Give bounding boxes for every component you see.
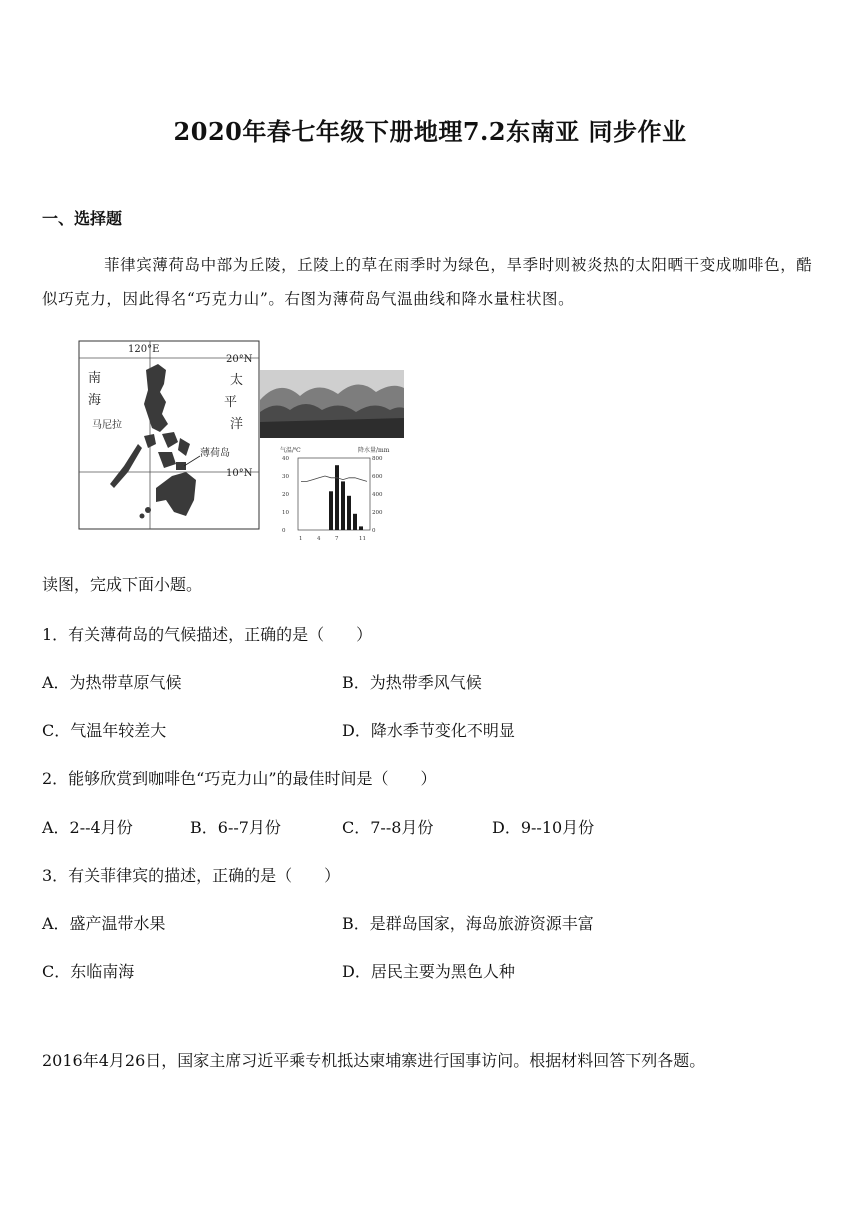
- lat-bottom-label: 10°N: [226, 468, 253, 479]
- bohol-label: 薄荷岛: [200, 448, 230, 459]
- q2-stem: 2．能够欣赏到咖啡色“巧克力山”的最佳时间是（ ）: [42, 769, 437, 788]
- q1-stem: 1．有关薄荷岛的气候描述，正确的是（ ）: [42, 625, 373, 644]
- right-tick-label: 600: [372, 474, 383, 480]
- precip-bar: [329, 491, 333, 530]
- q3-option-a[interactable]: A．盛产温带水果: [42, 914, 166, 933]
- instruction: 读图，完成下面小题。: [42, 575, 203, 594]
- q2-option-a[interactable]: A．2--4月份: [42, 818, 133, 837]
- left-tick-label: 20: [282, 492, 289, 498]
- chart-right-unit: 降水量/mm: [358, 447, 390, 454]
- left-tick-label: 10: [282, 510, 289, 516]
- temperature-line: [301, 476, 367, 481]
- q3-stem: 3．有关菲律宾的描述，正确的是（ ）: [42, 866, 341, 885]
- footer-paragraph: 2016年4月26日，国家主席习近平乘专机抵达柬埔寨进行国事访问。根据材料回答下列各题。: [42, 1051, 706, 1070]
- right-tick-label: 400: [372, 492, 383, 498]
- x-tick-label: 4: [317, 536, 321, 542]
- x-tick-label: 11: [359, 536, 366, 542]
- precip-bar: [335, 465, 339, 530]
- page-title: 2020年春七年级下册地理7.2东南亚 同步作业: [173, 117, 687, 146]
- right-tick-label: 800: [372, 456, 383, 462]
- precip-bar: [341, 481, 345, 530]
- philippines-map: [78, 340, 260, 530]
- x-tick-label: 7: [335, 536, 339, 542]
- q1-option-b[interactable]: B．为热带季风气候: [342, 673, 482, 692]
- q3-option-b[interactable]: B．是群岛国家，海岛旅游资源丰富: [342, 914, 594, 933]
- q1-option-c[interactable]: C．气温年较差大: [42, 721, 167, 740]
- section-heading: 一、选择题: [42, 209, 123, 228]
- precip-bar: [353, 514, 357, 530]
- q3-option-c[interactable]: C．东临南海: [42, 962, 135, 981]
- q1-option-a[interactable]: A．为热带草原气候: [42, 673, 182, 692]
- chocolate-hills-photo: [260, 370, 404, 438]
- x-tick-label: 1: [299, 536, 303, 542]
- q2-option-d[interactable]: D．9--10月份: [492, 818, 595, 837]
- lon-label: 120°E: [128, 344, 160, 355]
- chart-frame: [298, 458, 370, 530]
- ocean-label-2: 平: [224, 395, 238, 410]
- right-tick-label: 0: [372, 528, 376, 534]
- q2-option-c[interactable]: C．7--8月份: [342, 818, 434, 837]
- left-tick-label: 40: [282, 456, 289, 462]
- lat-top-label: 20°N: [226, 354, 253, 365]
- intro-paragraph: 菲律宾薄荷岛中部为丘陵，丘陵上的草在雨季时为绿色，旱季时则被炎热的太阳晒干变成咖啡色，酷似巧克力，因此得名“巧克力山”。右图为薄荷岛气温曲线和降水量柱状图。: [42, 256, 813, 308]
- ocean-label-3: 洋: [230, 417, 244, 432]
- sea-label-1: 南: [88, 371, 102, 386]
- precip-bar: [359, 526, 363, 530]
- sea-label-2: 海: [88, 393, 102, 408]
- precip-bar: [347, 496, 351, 530]
- left-tick-label: 30: [282, 474, 289, 480]
- q2-option-b[interactable]: B．6--7月份: [190, 818, 281, 837]
- manila-label: 马尼拉: [92, 420, 122, 431]
- sulu-islet-2: [140, 514, 145, 519]
- right-tick-label: 200: [372, 510, 383, 516]
- q3-option-d[interactable]: D．居民主要为黑色人种: [342, 962, 515, 981]
- q1-option-d[interactable]: D．降水季节变化不明显: [342, 721, 515, 740]
- sulu-islet-1: [145, 507, 151, 513]
- left-tick-label: 0: [282, 528, 286, 534]
- climate-chart: [278, 444, 390, 548]
- chart-left-unit: 气温/℃: [280, 447, 301, 454]
- ocean-label-1: 太: [230, 373, 244, 388]
